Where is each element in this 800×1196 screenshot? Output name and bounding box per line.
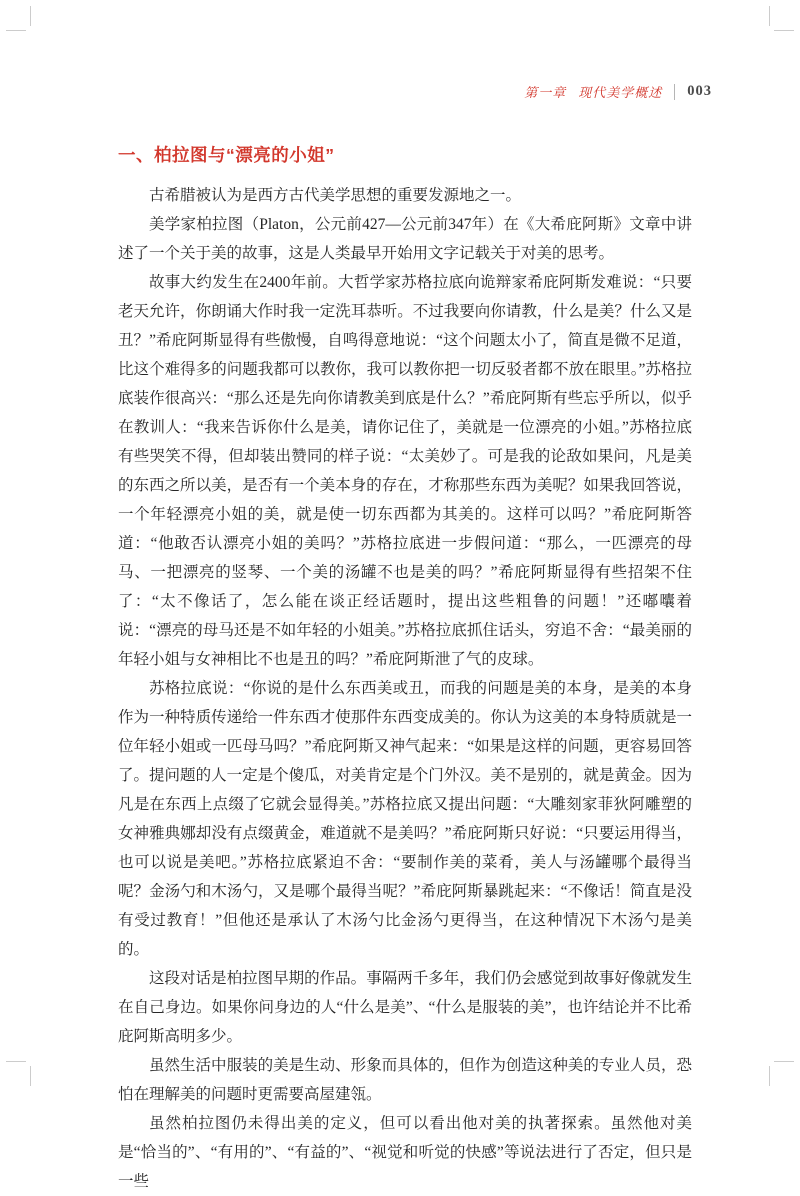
section-heading: 一、柏拉图与“漂亮的小姐” bbox=[118, 145, 335, 165]
page-number: 003 bbox=[687, 83, 712, 99]
body-text bbox=[118, 181, 692, 1196]
header-chapter-label: 第一章 bbox=[524, 85, 567, 100]
crop-mark-top-right-horizontal bbox=[774, 30, 794, 31]
crop-mark-top-right-vertical bbox=[769, 6, 770, 26]
crop-mark-bottom-left-horizontal bbox=[6, 1061, 26, 1062]
crop-mark-top-left-horizontal bbox=[6, 30, 26, 31]
body-paragraph: 这段对话是柏拉图早期的作品。事隔两千多年，我们仍会感觉到故事好像就发生在自己身边。如果你问身边的人“什么是美”、“什么是服装的美”，也许结论并不比希庇阿斯高明多少。 bbox=[118, 970, 692, 1045]
body-paragraph: 故事大约发生在2400年前。大哲学家苏格拉底向诡辩家希庇阿斯发难说：“只要老天允许，你朗诵大作时我一定洗耳恭听。不过我要向你请教，什么是美？什么又是丑？”希庇阿斯显得有些傲慢，自鸣得意地说：“这个问题太小了，简直是微不足道，比这个难得多的问题我都可以教你，我可以教你把一切反驳者都不放在眼里。”苏格拉底装作很高兴：“那么还是先向你请教美到底是什么？”希庇阿斯有些忘乎所以，似乎在教训人：“我来告诉你什么是美，请你记住了，美就是一位漂亮的小姐。”苏格拉底有些哭笑不得，但却装出赞同的样子说：“太美妙了。可是我的论敌如果问，凡是美的东西之所以美，是否有一个美本身的存在，才称那些东西为美呢？如果我回答说，一个年轻漂亮小姐的美，就是使一切东西都为其美的。这样可以吗？”希庇阿斯答道：“他敢否认漂亮小姐的美吗？”苏格拉底进一步假问道：“那么，一匹漂亮的母马、一把漂亮的竖琴、一个美的汤罐不也是美的吗？”希庇阿斯显得有些招架不住了：“太不像话了，怎么能在谈正经话题时，提出这些粗鲁的问题！”还嘟囔着说：“漂亮的母马还是不如年轻的小姐美。”苏格拉底抓住话头，穷追不舍：“最美丽的年轻小姐与女神相比不也是丑的吗？”希庇阿斯泄了气的皮球。 bbox=[118, 274, 692, 668]
body-paragraph: 古希腊被认为是西方古代美学思想的重要发源地之一。 bbox=[149, 187, 522, 204]
crop-mark-bottom-left-vertical bbox=[30, 1066, 31, 1086]
body-paragraph: 美学家柏拉图（Platon，公元前427—公元前347年）在《大希庇阿斯》文章中讲述了一个关于美的故事，这是人类最早开始用文字记载关于对美的思考。 bbox=[118, 216, 692, 262]
running-header bbox=[118, 82, 712, 101]
crop-mark-top-left-vertical bbox=[30, 6, 31, 26]
body-paragraph: 苏格拉底说：“你说的是什么东西美或丑，而我的问题是美的本身，是美的本身作为一种特质传递给一件东西才使那件东西变成美的。你认为这美的本身特质就是一位年轻小姐或一匹母马吗？”希庇阿斯又神气起来：“如果是这样的问题，更容易回答了。提问题的人一定是个傻瓜，对美肯定是个门外汉。美不是别的，就是黄金。因为凡是在东西上点缀了它就会显得美。”苏格拉底又提出问题：“大雕刻家菲狄阿雕塑的女神雅典娜却没有点缀黄金，难道就不是美吗？”希庇阿斯只好说：“只要运用得当，也可以说是美吧。”苏格拉底紧迫不舍：“要制作美的菜肴，美人与汤罐哪个最得当呢？金汤勺和木汤勺，又是哪个最得当呢？”希庇阿斯暴跳起来：“不像话！简直是没有受过教育！”但他还是承认了木汤勺比金汤勺更得当，在这种情况下木汤勺是美的。 bbox=[118, 680, 692, 958]
header-chapter-title: 现代美学概述 bbox=[578, 85, 663, 100]
page-content bbox=[118, 142, 692, 1196]
crop-mark-bottom-right-vertical bbox=[769, 1066, 770, 1086]
header-divider bbox=[674, 84, 675, 100]
crop-mark-bottom-right-horizontal bbox=[774, 1061, 794, 1062]
body-paragraph: 虽然生活中服装的美是生动、形象而具体的，但作为创造这种美的专业人员，恐怕在理解美的问题时更需要高屋建瓴。 bbox=[118, 1057, 692, 1103]
body-paragraph: 虽然柏拉图仍未得出美的定义，但可以看出他对美的执著探索。虽然他对美是“恰当的”、“有用的”、“有益的”、“视觉和听觉的快感”等说法进行了否定，但只是一些 bbox=[118, 1115, 692, 1190]
